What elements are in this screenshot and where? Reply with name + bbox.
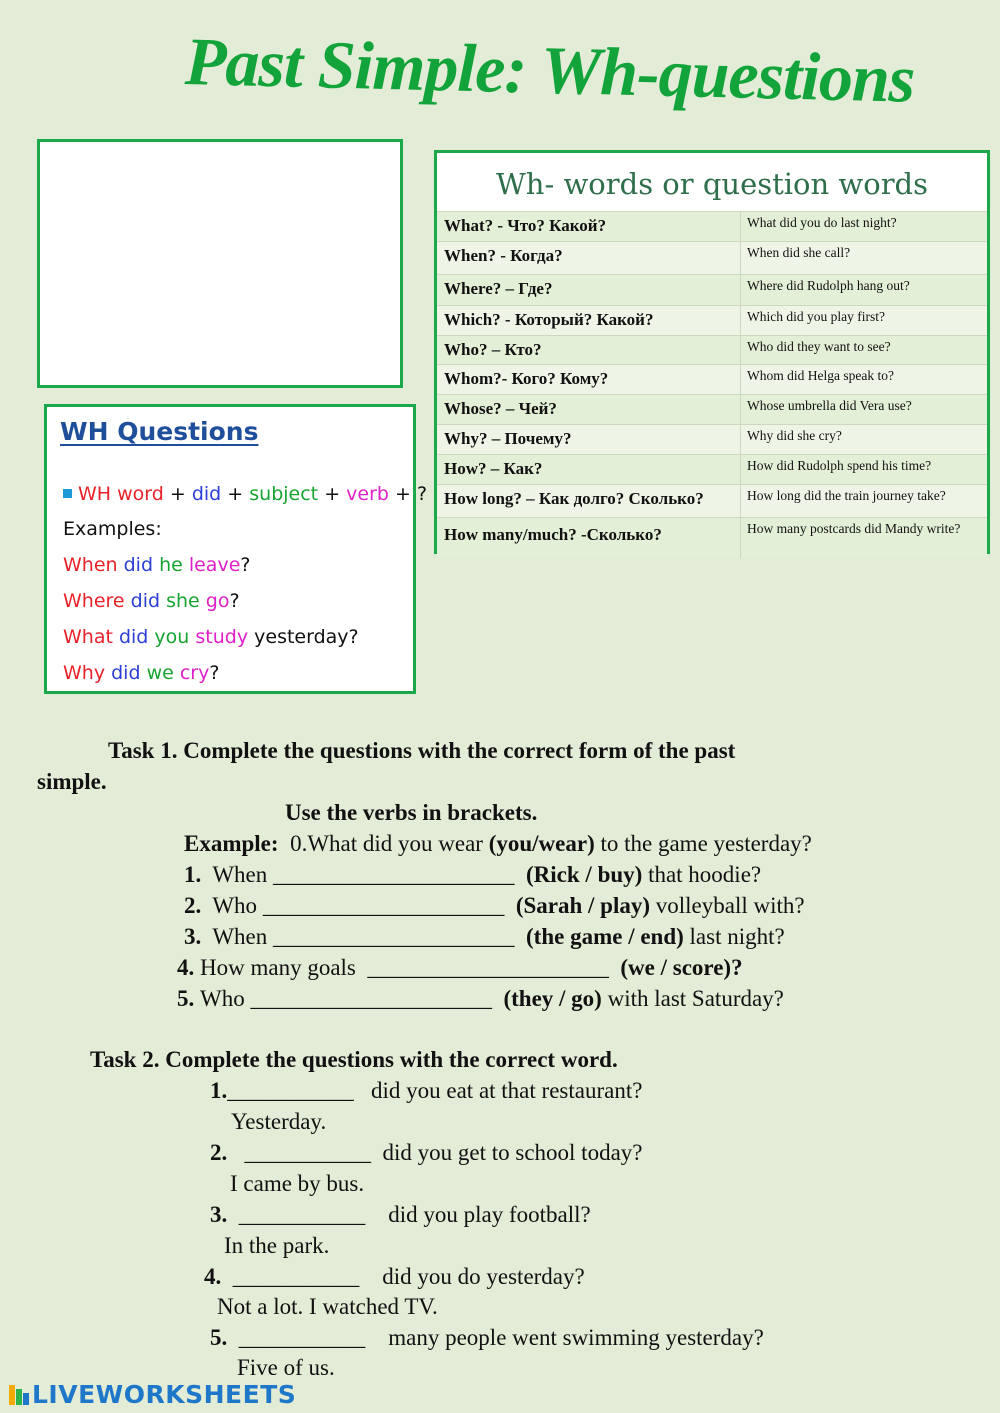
task2-answer: Yesterday.: [231, 1109, 327, 1134]
task1-item: 4. How many goals _____________________ (we / score)?: [177, 955, 743, 980]
table-row: How many/much? -Сколько? How many postcards did Mandy write?: [437, 517, 987, 558]
page-title: Past Simple: Wh-questions: [184, 22, 916, 117]
logo-text: LIVEWORKSHEETS: [32, 1380, 297, 1409]
task2-item: 3. ___________ did you play football?: [210, 1202, 591, 1227]
task1-heading-cont: simple.: [37, 769, 107, 794]
task2-answer: In the park.: [224, 1233, 330, 1258]
liveworksheets-logo[interactable]: [8, 1380, 296, 1410]
table-row: How long? – Как долго? Сколько? How long did the train journey take?: [437, 484, 987, 517]
answer-blank[interactable]: _____________________: [250, 986, 492, 1011]
answer-blank[interactable]: ___________: [238, 1325, 366, 1350]
task2-item: 2. ___________ did you get to school today?: [210, 1140, 643, 1165]
formula-subject: subject: [249, 483, 319, 505]
question-words-title: Wh- words or question words: [495, 167, 928, 201]
task1-example: Example: 0.What did you wear (you/wear) to the game yesterday?: [184, 831, 812, 856]
table-row: Where? – Где? Where did Rudolph hang out?: [437, 274, 987, 305]
formula-wh-word: WH word: [78, 483, 164, 505]
question-words-rows: [437, 211, 987, 558]
task2-item: 4. ___________ did you do yesterday?: [204, 1264, 585, 1289]
example-sentence: Why did we cry?: [63, 662, 220, 684]
example-sentence: When did he leave?: [63, 554, 251, 576]
answer-blank[interactable]: _____________________: [367, 955, 609, 980]
task2-heading: Task 2. Complete the questions with the correct word.: [90, 1047, 618, 1072]
task2-answer: Not a lot. I watched TV.: [217, 1294, 438, 1319]
task1-item: 2. Who _____________________ (Sarah / play) volleyball with?: [184, 893, 805, 918]
table-row: Whose? – Чей? Whose umbrella did Vera use?: [437, 394, 987, 424]
formula-did: did: [191, 483, 222, 505]
table-row: Whom?- Кого? Кому? Whom did Helga speak to?: [437, 364, 987, 394]
answer-blank[interactable]: ___________: [227, 1078, 354, 1103]
task1-heading: Task 1. Complete the questions with the correct form of the past: [108, 738, 736, 763]
table-row: What? - Что? Какой? What did you do last night?: [437, 211, 987, 241]
answer-blank[interactable]: ___________: [232, 1264, 360, 1289]
table-row: Which? - Который? Какой? Which did you play first?: [437, 305, 987, 335]
task1-item: 3. When _____________________ (the game / end) last night?: [184, 924, 785, 949]
formula-verb: verb: [346, 483, 389, 505]
task2-item: 1.___________ did you eat at that restaurant?: [210, 1078, 643, 1103]
wh-box-title: WH Questions: [60, 417, 259, 446]
table-row: When? - Когда? When did she call?: [437, 241, 987, 274]
bullet-icon: [63, 489, 72, 498]
wh-questions-box: [44, 404, 428, 694]
answer-blank[interactable]: _____________________: [273, 924, 515, 949]
task1-item: 1. When _____________________ (Rick / buy) that hoodie?: [184, 862, 762, 887]
example-sentence: What did you study yesterday?: [63, 626, 359, 648]
image-placeholder-box: [37, 139, 403, 388]
task2-answer: I came by bus.: [230, 1171, 365, 1196]
task2-item: 5. ___________ many people went swimming yesterday?: [210, 1325, 764, 1350]
wh-formula: WH word + did + subject + verb + ?: [63, 483, 427, 505]
task1-item: 5. Who _____________________ (they / go) with last Saturday?: [177, 986, 784, 1011]
answer-blank[interactable]: _____________________: [262, 893, 505, 918]
liveworksheets-logo-icon: [8, 1384, 30, 1406]
task2-answer: Five of us.: [237, 1355, 335, 1380]
table-row: How? – Как? How did Rudolph spend his time?: [437, 454, 987, 484]
answer-blank[interactable]: _____________________: [273, 862, 515, 887]
answer-blank[interactable]: ___________: [238, 1202, 366, 1227]
question-words-table: [434, 150, 990, 554]
task1-instruction: Use the verbs in brackets.: [285, 800, 538, 825]
table-row: Why? – Почему? Why did she cry?: [437, 424, 987, 454]
examples-label: Examples:: [63, 518, 162, 540]
example-sentence: Where did she go?: [63, 590, 240, 612]
answer-blank[interactable]: ___________: [244, 1140, 371, 1165]
table-row: Who? – Кто? Who did they want to see?: [437, 335, 987, 364]
